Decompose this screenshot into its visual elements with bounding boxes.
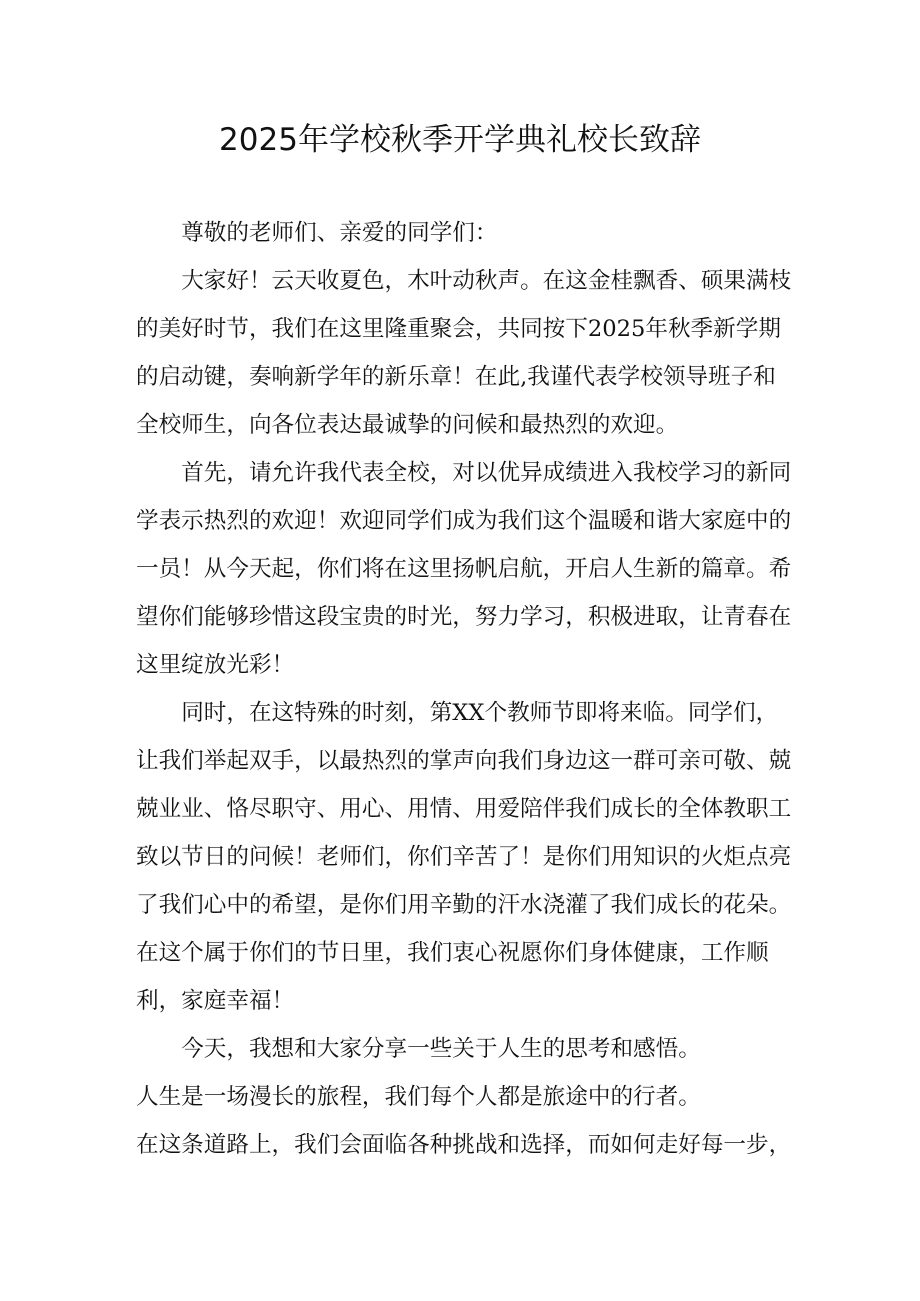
paragraph-teachers-day: 同时，在这特殊的时刻，第XX个教师节即将来临。同学们，让我们举起双手，以最热烈的掌声向我们身边这一群可亲可敬、兢兢业业、恪尽职守、用心、用情、用爱陪伴我们成长的全体教职工致以节日的问候！老师们，你们辛苦了！是你们用知识的火炬点亮了我们心中的希望，是你们用辛勤的汗水浇灌了我们成长的花朵。在这个属于你们的节日里，我们衷心祝愿你们身体健康，工作顺利，家庭幸福！ bbox=[136, 700, 792, 1014]
closing-line-intro: 今天，我想和大家分享一些关于人生的思考和感悟。 bbox=[181, 1036, 701, 1062]
paragraph-welcome-new-students: 首先，请允许我代表全校，对以优异成绩进入我校学习的新同学表示热烈的欢迎！欢迎同学们成为我们这个温暖和谐大家庭中的一员！从今天起，你们将在这里扬帆启航，开启人生新的篇章。希望你们能够珍惜这段宝贵的时光，努力学习，积极进取，让青春在这里绽放光彩！ bbox=[136, 460, 792, 678]
paragraph-greeting: 大家好！云天收夏色，木叶动秋声。在这金桂飘香、硕果满枝的美好时节，我们在这里隆重聚会，共同按下2025年秋季新学期的启动键，奏响新学年的新乐章！在此,我谨代表学校领导班子和全校师生，向各位表达最诚挚的问候和最热烈的欢迎。 bbox=[136, 268, 792, 438]
closing-line-journey: 人生是一场漫长的旅程，我们每个人都是旅途中的行者。 bbox=[136, 1084, 701, 1110]
document-body bbox=[136, 209, 796, 1169]
document-title: 2025年学校秋季开学典礼校长致辞 bbox=[219, 122, 701, 158]
closing-line-challenges: 在这条道路上，我们会面临各种挑战和选择，而如何走好每一步， bbox=[136, 1132, 792, 1158]
salutation: 尊敬的老师们、亲爱的同学们： bbox=[181, 220, 498, 246]
